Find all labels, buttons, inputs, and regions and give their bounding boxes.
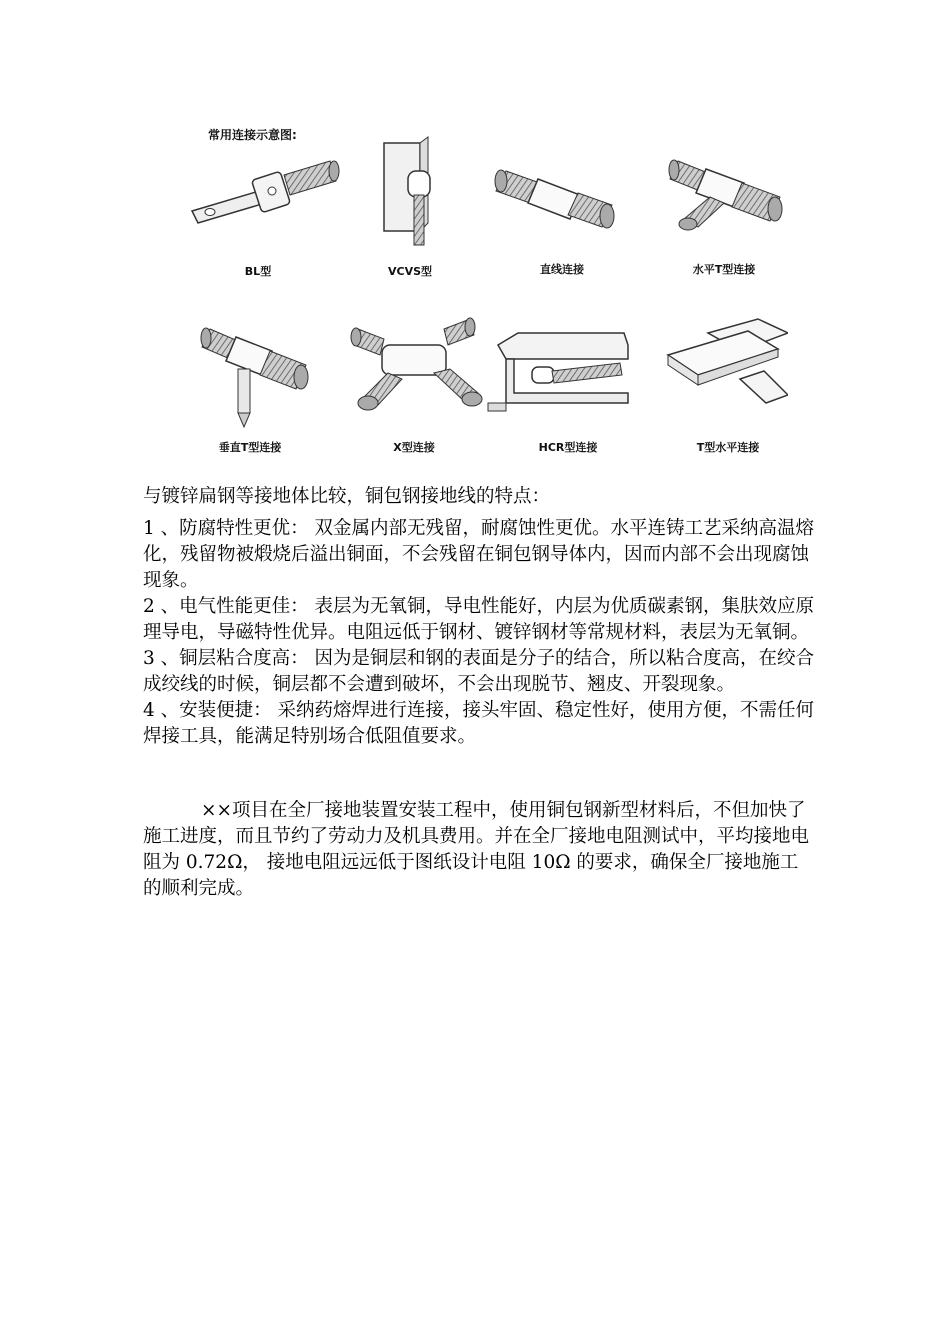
caption-straight: 直线连接 [540,263,584,276]
horizontal-t-connection-icon [669,160,782,230]
bl-connection-icon [192,161,339,223]
feature-list [143,516,815,750]
connection-diagram [188,123,788,455]
figure-title: 常用连接示意图: [208,128,297,142]
caption-vertical-t: 垂直T型连接 [218,441,282,454]
feature-item: 3 、铜层粘合度高： 因为是铜层和钢的表面是分子的结合，所以粘合度高，在绞合成绞线的时候，铜层都不会遭到破坏，不会出现脱节、翘皮、开裂现象。 [143,648,815,695]
feature-item: 2 、电气性能更佳： 表层为无氧铜，导电性能好，内层为优质碳素钢，集肤效应原理导电，导磁特性优异。电阻远低于钢材、镀锌钢材等常规材料，表层为无氧铜。 [143,596,815,643]
vertical-t-connection-icon [201,328,308,427]
intro-text: 与镀锌扁钢等接地体比较，铜包钢接地线的特点： [143,486,551,507]
hcr-connection-icon [488,333,628,411]
t-horizontal-connection-icon [668,319,788,403]
caption-vcvs: VCVS型 [387,265,433,278]
caption-horizontal-t: 水平T型连接 [692,263,756,276]
caption-x: X型连接 [393,441,435,454]
summary-paragraph: ××项目在全厂接地装置安装工程中，使用铜包钢新型材料后，不但加快了施工进度，而且节约了劳动力及机具费用。并在全厂接地电阻测试中，平均接地电阻为 0.72Ω， 接地电阻远远低于图纸设计电阻 10Ω 的要求，确保全厂接地施工的顺利完成。 [143,800,810,899]
caption-bl: BL型 [244,265,272,278]
caption-t-horizontal: T型水平连接 [696,441,760,454]
straight-connection-icon [495,170,614,228]
caption-hcr: HCR型连接 [538,441,598,454]
feature-item: 1 、防腐特性更优： 双金属内部无残留，耐腐蚀性更优。水平连铸工艺采纳高温熔化，残留物被煅烧后溢出铜面，不会残留在铜包钢导体内，因而内部不会出现腐蚀现象。 [143,518,815,591]
x-connection-icon [351,318,482,410]
vcvs-connection-icon [384,137,430,245]
feature-item: 4 、安装便捷： 采纳药熔焊进行连接，接头牢固、稳定性好，使用方便，不需任何焊接工具，能满足特别场合低阻值要求。 [143,700,815,747]
